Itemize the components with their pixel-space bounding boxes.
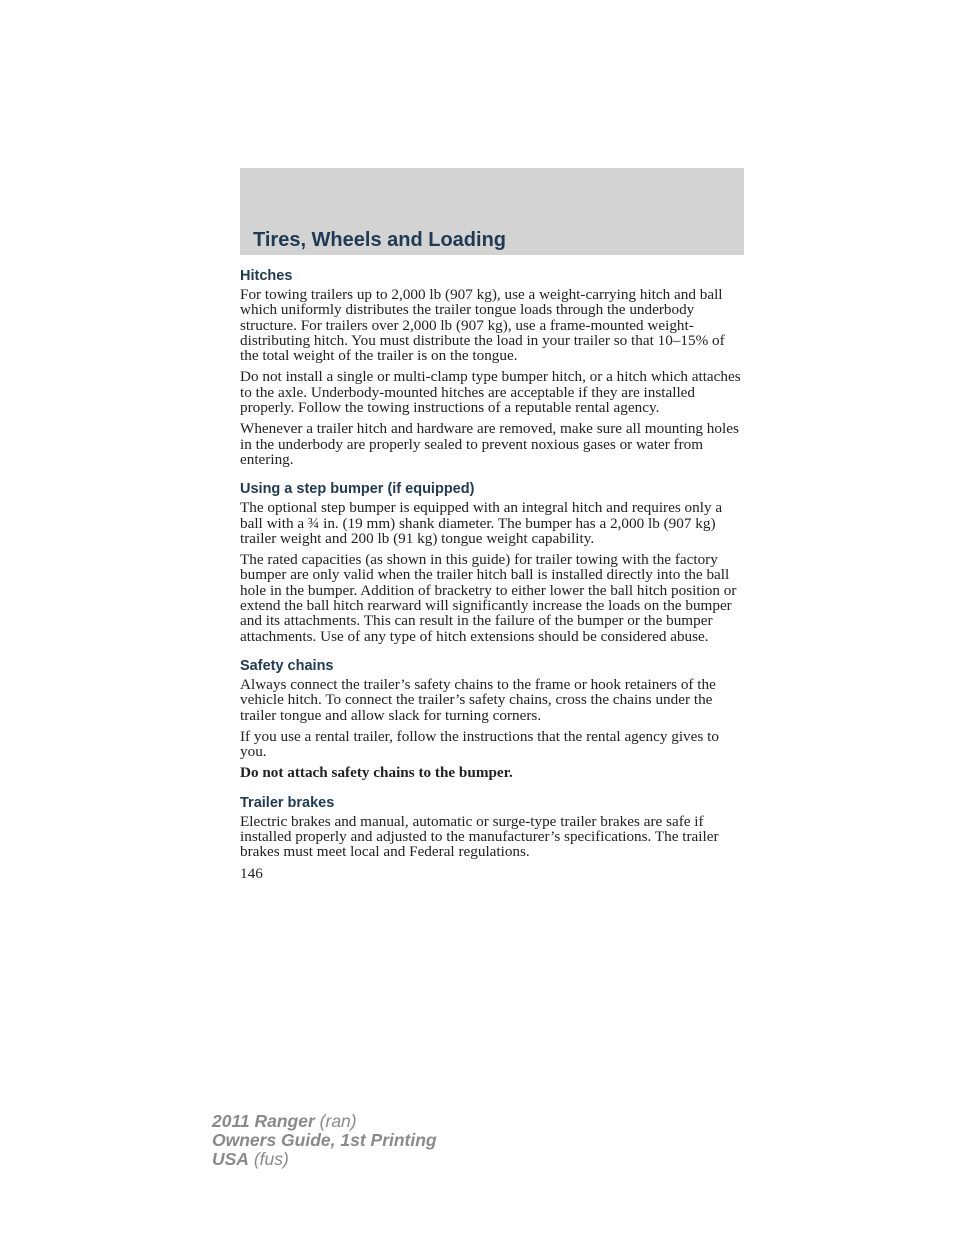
paragraph: Do not install a single or multi-clamp type bumper hitch, or a hitch which attaches to the axle. Underbody-mounted hitches are acceptable if they are installed properly. Follow the towing instructions of a reputable rental agency. <box>240 368 741 417</box>
page-number: 146 <box>240 864 263 882</box>
paragraph: Electric brakes and manual, automatic or surge-type trailer brakes are safe if installed properly and adjusted to the manufacturer’s specifications. The trailer brakes must meet local and Federal regulations. <box>240 812 719 861</box>
paragraph: Always connect the trailer’s safety chains to the frame or hook retainers of the vehicle hitch. To connect the trailer’s safety chains, cross the chains under the trailer tongue and allow slack for turning corners. <box>240 675 716 724</box>
paragraph: The optional step bumper is equipped with an integral hitch and requires only a ball with a ¾ in. (19 mm) shank diameter. The bumper has a 2,000 lb (907 kg) trailer weight and 200 lb (91 kg) tongue weight capability. <box>240 499 723 547</box>
footer-line-model <box>212 1112 437 1131</box>
footer-model-code: (ran) <box>314 1111 357 1131</box>
footer-line-guide <box>212 1131 437 1150</box>
heading-hitches: Hitches <box>240 268 293 284</box>
footer-line-region <box>212 1150 437 1169</box>
footer-region: USA <box>212 1149 249 1169</box>
footer-guide: Owners Guide, 1st Printing <box>212 1130 437 1150</box>
footer-region-code: (fus) <box>248 1149 289 1169</box>
warning-note: Do not attach safety chains to the bumper. <box>240 764 513 782</box>
document-footer <box>212 1112 437 1169</box>
paragraph: For towing trailers up to 2,000 lb (907 kg), use a weight-carrying hitch and ball which uniformly distributes the trailer tongue loads through the underbody structure. For trailers over 2,000 lb (907 kg), use a frame-mounted weight-distributing hitch. You must distribute the load in your trailer so that 10–15% of the total weight of the trailer is on the tongue. <box>240 286 725 365</box>
heading-step-bumper: Using a step bumper (if equipped) <box>240 481 475 498</box>
heading-safety-chains: Safety chains <box>240 657 334 674</box>
section-header-band <box>240 168 744 255</box>
paragraph: The rated capacities (as shown in this guide) for trailer towing with the factory bumper are only valid when the trailer hitch ball is installed directly into the ball hole in the bumper. Addition of bracketry to either lower the ball hitch position or extend the ball hitch rearward will significantly increase the loads on the bumper and its attachments. This can result in the failure of the bumper or the bumper attachments. Use of any type of hitch extensions should be considered abuse. <box>240 551 737 645</box>
paragraph: If you use a rental trailer, follow the instructions that the rental agency gives to you. <box>240 727 719 761</box>
page-content <box>240 266 744 881</box>
heading-trailer-brakes: Trailer brakes <box>240 794 335 811</box>
section-title: Tires, Wheels and Loading <box>253 229 507 251</box>
footer-model: 2011 Ranger <box>212 1111 315 1131</box>
paragraph: Whenever a trailer hitch and hardware are removed, make sure all mounting holes in the underbody are properly sealed to prevent noxious gases or water from entering. <box>240 420 739 468</box>
